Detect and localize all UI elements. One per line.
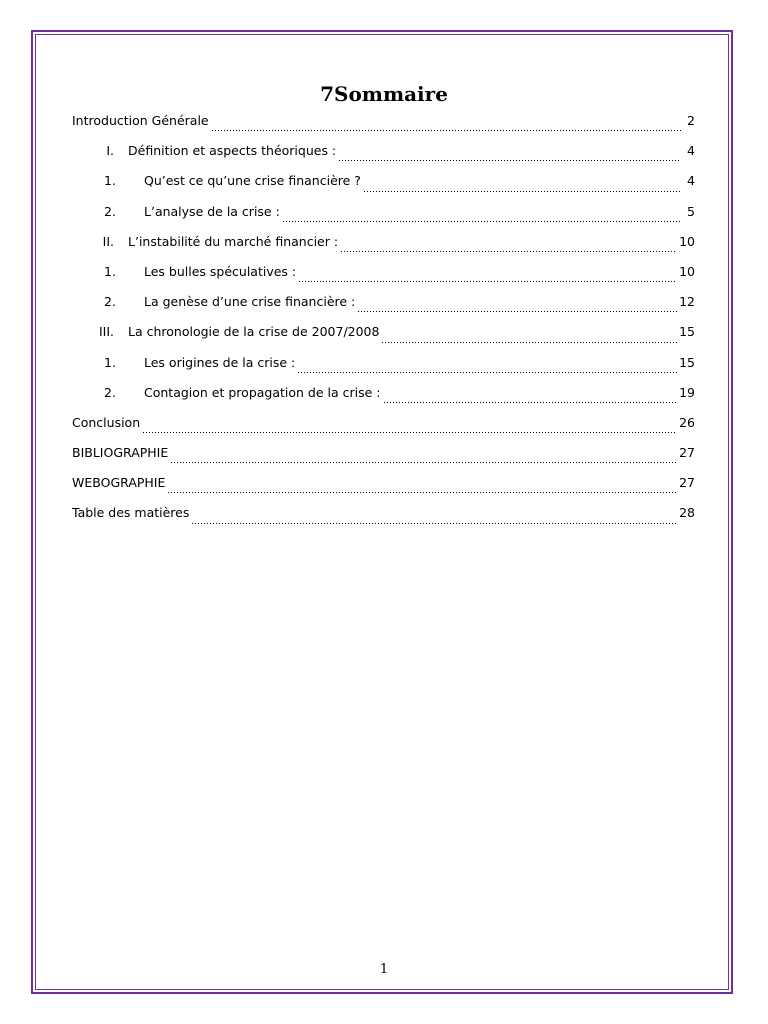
toc-entry-label: Les bulles spéculatives : xyxy=(144,263,297,279)
toc-entry[interactable] xyxy=(72,140,695,170)
toc-entry-label: Conclusion xyxy=(72,414,141,430)
toc-entry[interactable] xyxy=(72,231,695,261)
toc-entry-label: Introduction Générale xyxy=(72,113,209,128)
table-of-contents xyxy=(72,110,695,533)
toc-entry-label: L’instabilité du marché financier : xyxy=(128,233,339,249)
toc-entry-page: 10 xyxy=(679,263,695,279)
toc-entry-page: 15 xyxy=(679,324,695,340)
toc-dot-leader xyxy=(383,392,678,404)
toc-entry-page: 26 xyxy=(679,414,695,430)
toc-entry-number: I. xyxy=(106,143,114,159)
toc-entry[interactable] xyxy=(72,170,695,200)
toc-entry-page: 27 xyxy=(679,475,695,491)
toc-dot-leader xyxy=(340,241,677,253)
toc-entry-label: BIBLIOGRAPHIE xyxy=(72,445,169,461)
toc-dot-leader xyxy=(282,211,681,223)
toc-entry-label: Les origines de la crise : xyxy=(144,354,296,370)
toc-entry-page: 19 xyxy=(679,384,695,400)
toc-entry-label: L’analyse de la crise : xyxy=(144,203,280,219)
toc-entry[interactable] xyxy=(72,291,695,321)
toc-entry-number: II. xyxy=(102,233,114,249)
toc-entry-page: 12 xyxy=(679,294,695,310)
toc-dot-leader xyxy=(167,482,677,494)
toc-entry-number: III. xyxy=(98,324,114,340)
toc-entry-number: 1. xyxy=(104,173,116,189)
toc-entry[interactable] xyxy=(72,261,695,291)
toc-dot-leader xyxy=(363,181,681,193)
toc-dot-leader xyxy=(191,513,677,525)
toc-entry[interactable] xyxy=(72,110,695,140)
toc-dot-leader xyxy=(297,362,677,374)
toc-dot-leader xyxy=(170,452,677,464)
toc-entry-label: Qu’est ce qu’une crise financière ? xyxy=(144,173,361,189)
toc-entry-number: 2. xyxy=(104,294,116,310)
toc-entry-page: 5 xyxy=(687,203,695,219)
toc-entry-page: 15 xyxy=(679,354,695,370)
toc-entry[interactable] xyxy=(72,472,695,502)
toc-dot-leader xyxy=(142,422,677,434)
toc-dot-leader xyxy=(338,150,681,162)
toc-entry-label: La chronologie de la crise de 2007/2008 xyxy=(128,324,380,340)
toc-entry-page: 4 xyxy=(687,173,695,189)
toc-entry-label: La genèse d’une crise financière : xyxy=(144,294,356,310)
toc-entry-label: WEBOGRAPHIE xyxy=(72,475,166,491)
toc-dot-leader xyxy=(357,301,677,313)
toc-entry[interactable] xyxy=(72,382,695,412)
toc-entry[interactable] xyxy=(72,321,695,351)
toc-entry-page: 28 xyxy=(679,505,695,521)
toc-entry-page: 2 xyxy=(687,113,695,128)
toc-entry-number: 1. xyxy=(104,354,116,370)
toc-entry-label: Contagion et propagation de la crise : xyxy=(144,384,381,400)
toc-entry-label: Table des matières xyxy=(72,505,190,521)
toc-entry[interactable] xyxy=(72,352,695,382)
toc-entry[interactable] xyxy=(72,502,695,532)
toc-entry-page: 4 xyxy=(687,143,695,159)
page-title: 7Sommaire xyxy=(320,82,448,106)
toc-entry-page: 27 xyxy=(679,445,695,461)
page-number: 1 xyxy=(379,962,389,977)
toc-entry-page: 10 xyxy=(679,233,695,249)
toc-entry[interactable] xyxy=(72,442,695,472)
toc-entry[interactable] xyxy=(72,412,695,442)
toc-dot-leader xyxy=(381,332,677,344)
toc-entry[interactable] xyxy=(72,201,695,231)
toc-dot-leader xyxy=(211,120,681,132)
toc-entry-number: 1. xyxy=(104,263,116,279)
toc-dot-leader xyxy=(298,271,677,283)
toc-entry-label: Définition et aspects théoriques : xyxy=(128,143,337,159)
toc-entry-number: 2. xyxy=(104,203,116,219)
toc-entry-number: 2. xyxy=(104,384,116,400)
